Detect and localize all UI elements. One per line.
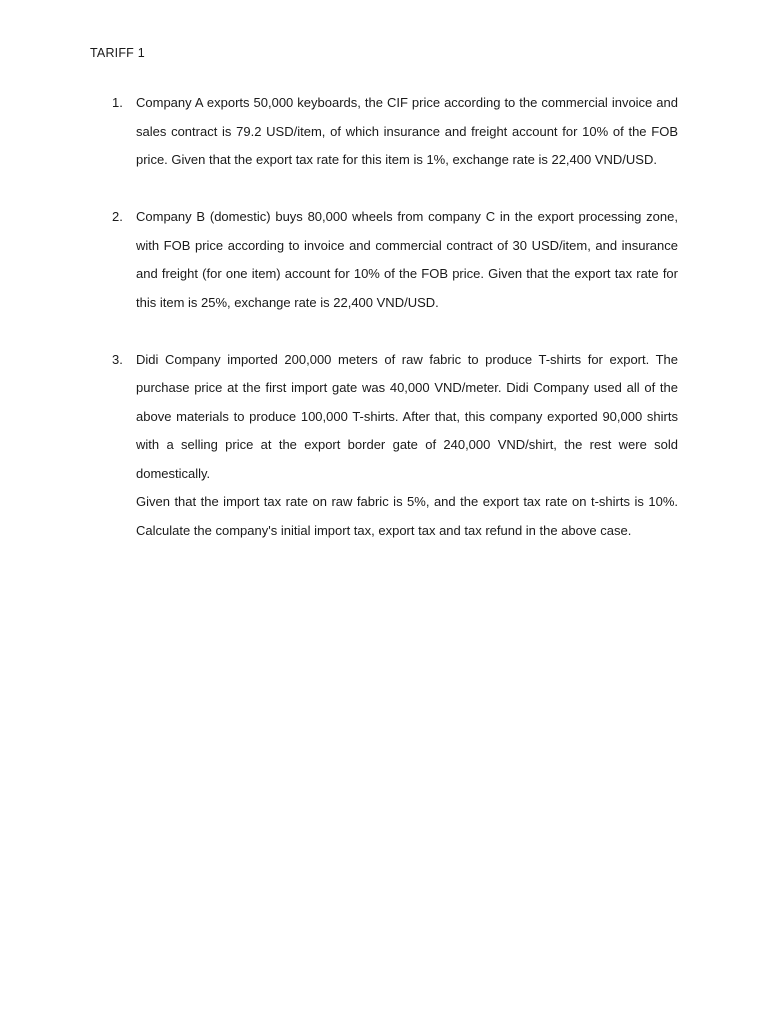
document-title: TARIFF 1 xyxy=(90,46,145,60)
problem-text: Company B (domestic) buys 80,000 wheels from company C in the export processing zone, with FOB price according to invoice and commercial contract of 30 USD/item, and insurance and freight (for one item) account for 10% of the FOB price. Given that the export tax rate for this item is 25%, exchange rate is 22,400 VND/USD. xyxy=(136,209,678,310)
problem-text: Company A exports 50,000 keyboards, the CIF price according to the commercial invoice and sales contract is 79.2 USD/item, of which insurance and freight account for 10% of the FOB price. Given that the export tax rate for this item is 1%, exchange rate is 22,400 VND/USD. xyxy=(136,95,678,167)
problem-text: Didi Company imported 200,000 meters of raw fabric to produce T-shirts for export. The purchase price at the first import gate was 40,000 VND/meter. Didi Company used all of the above materials to produce 100,000 T-shirts. After that, this company exported 90,000 shirts with a selling price at the export border gate of 240,000 VND/shirt, the rest were sold domestically. xyxy=(136,351,678,481)
problem-item-2 xyxy=(112,203,678,317)
problem-item-1 xyxy=(112,89,678,175)
problem-text: Given that the import tax rate on raw fabric is 5%, and the export tax rate on t-shirts is 10%. Calculate the company's initial import tax, export tax and tax refund in the above case. xyxy=(136,494,678,538)
problem-number: 1. xyxy=(112,95,123,110)
problem-number: 2. xyxy=(112,209,123,224)
problem-number: 3. xyxy=(112,351,123,367)
problem-item-3 xyxy=(112,346,678,546)
problem-list xyxy=(112,89,678,545)
